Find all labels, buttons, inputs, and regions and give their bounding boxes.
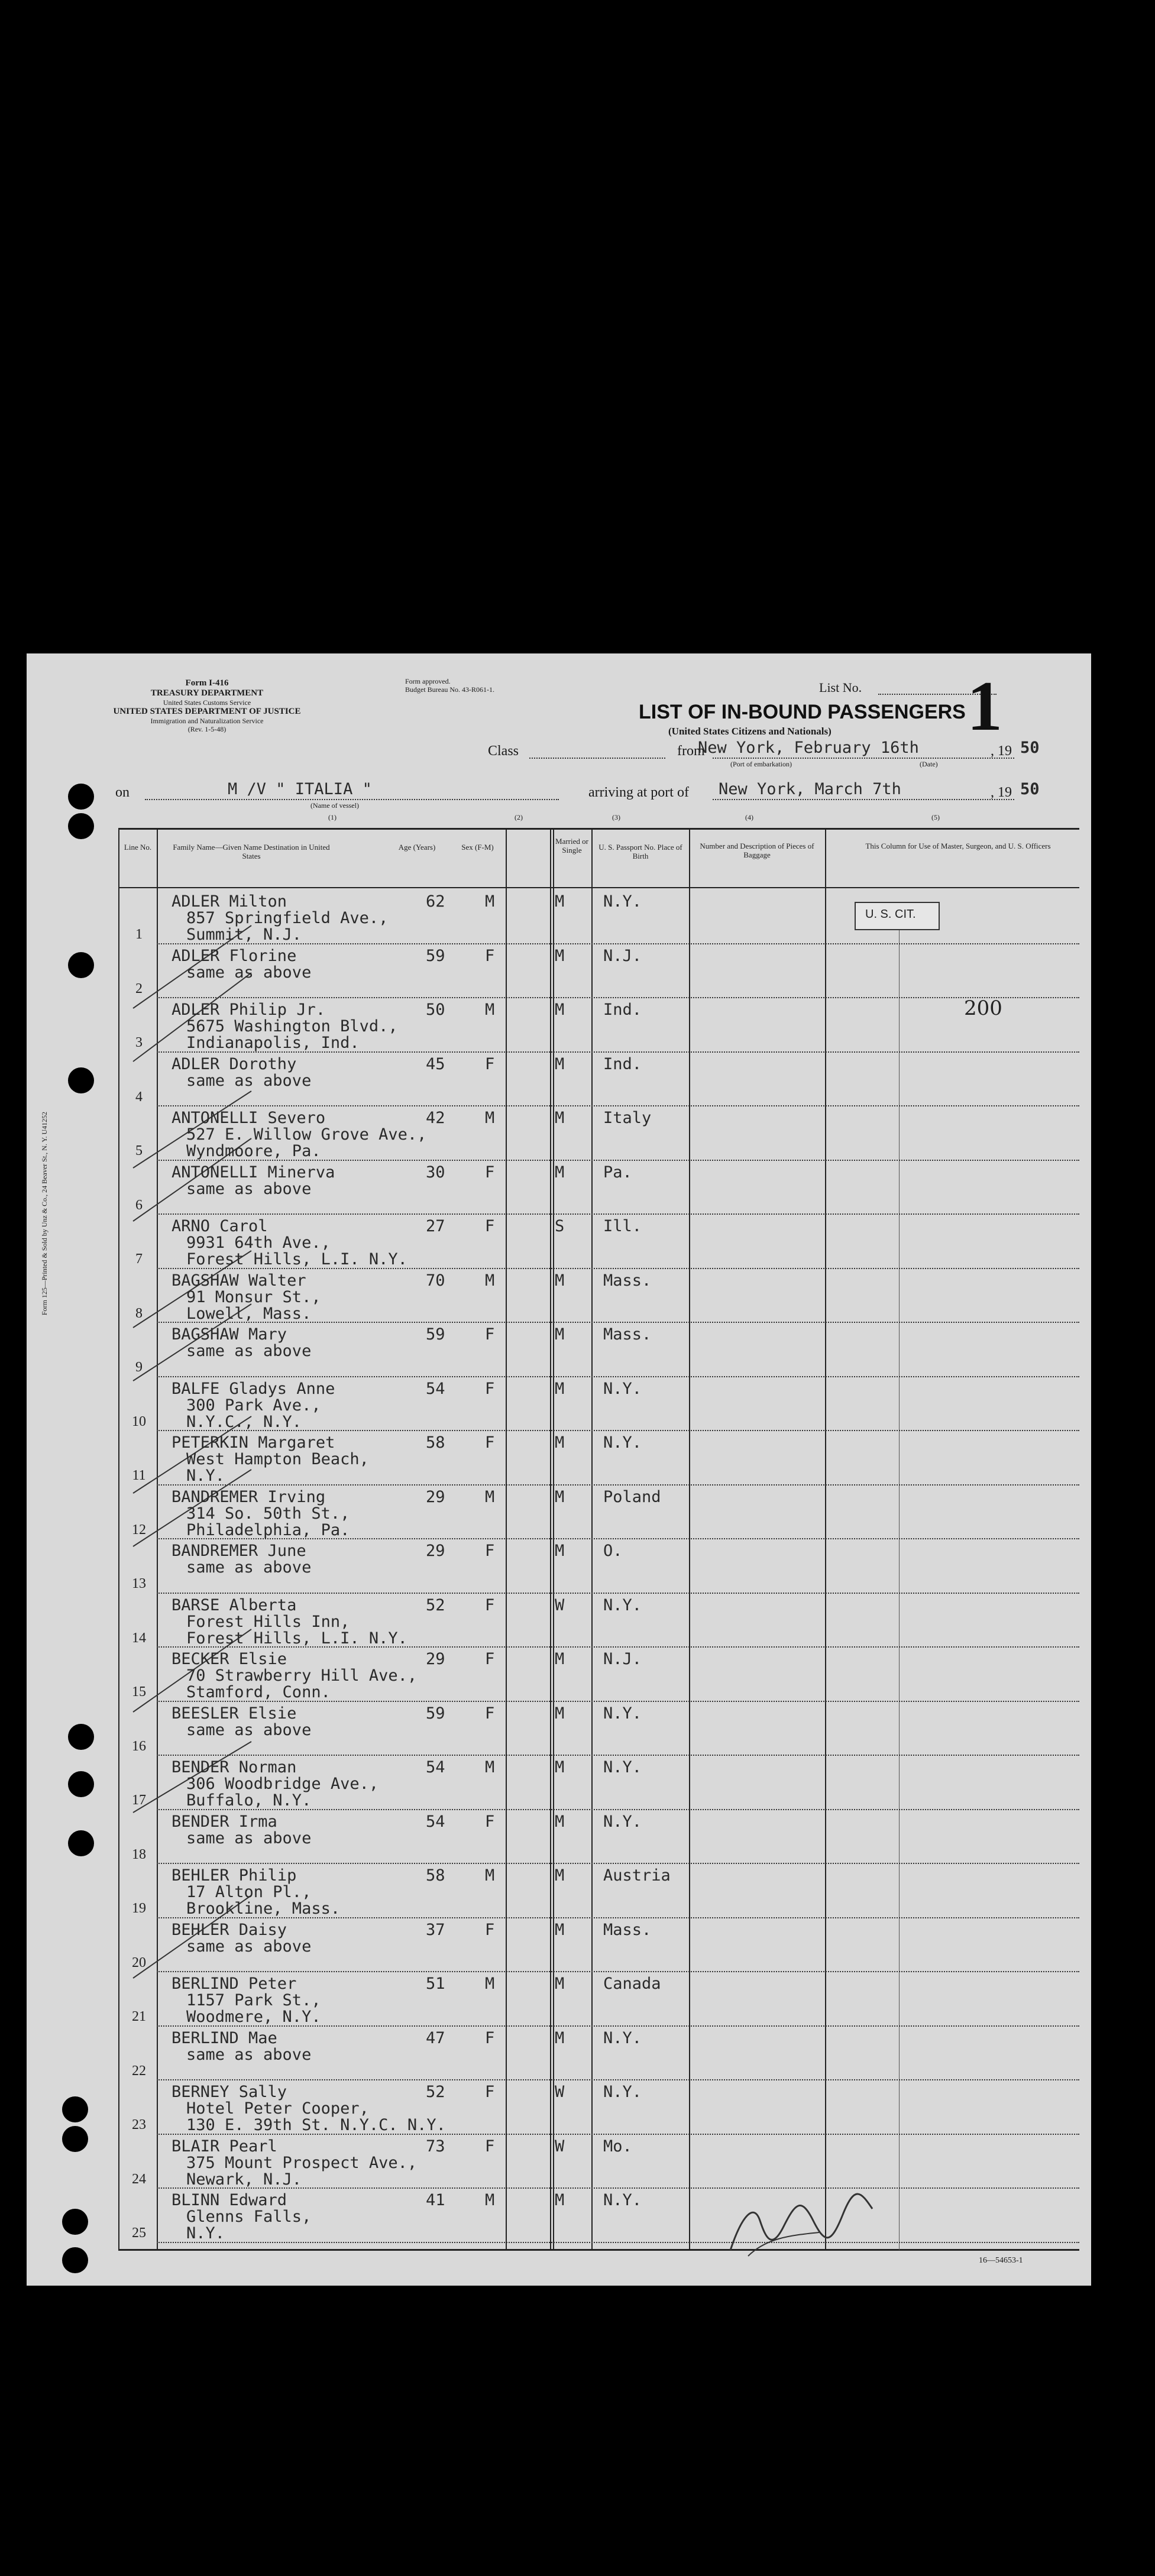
arriving-label: arriving at port of <box>588 785 689 800</box>
passenger-address-line1: same as above <box>186 1829 312 1847</box>
passenger-marital-status: M <box>555 1542 565 1560</box>
date-caption: (Date) <box>920 760 938 768</box>
row-divider <box>157 2025 1079 2027</box>
passenger-marital-status: M <box>555 1975 565 1993</box>
passenger-birthplace: Ill. <box>603 1217 642 1235</box>
passenger-age: 51 <box>426 1975 445 1993</box>
passenger-address-line1: 300 Park Ave., <box>186 1396 321 1415</box>
list-no-value: 1 <box>967 666 1002 745</box>
punch-hole <box>62 2247 88 2273</box>
passenger-address-line1: 857 Springfield Ave., <box>186 909 389 927</box>
year-prefix-2: , 19 <box>991 785 1012 800</box>
passenger-marital-status: M <box>555 1163 565 1182</box>
passenger-age: 29 <box>426 1542 445 1560</box>
list-no-label: List No. <box>819 680 862 695</box>
passenger-name: BAGSHAW Walter <box>172 1271 306 1290</box>
punch-hole <box>62 2126 88 2152</box>
passenger-marital-status: M <box>555 1109 565 1127</box>
passenger-sex: F <box>485 1650 495 1668</box>
officer-inner-line <box>899 908 900 2250</box>
row-number: 24 <box>132 2171 146 2187</box>
passenger-birthplace: Mass. <box>603 1271 652 1290</box>
passenger-sex: M <box>485 1487 495 1506</box>
passenger-marital-status: W <box>555 1596 565 1614</box>
row-number: 20 <box>132 1954 146 1970</box>
passenger-name: ADLER Milton <box>172 892 287 911</box>
passenger-age: 37 <box>426 1920 445 1939</box>
passenger-marital-status: M <box>555 2191 565 2209</box>
passenger-marital-status: M <box>555 1433 565 1452</box>
passenger-sex: F <box>485 1379 495 1398</box>
justice-dept: UNITED STATES DEPARTMENT OF JUSTICE <box>113 707 301 716</box>
passenger-age: 42 <box>426 1109 445 1127</box>
passenger-address-line1: Forest Hills Inn, <box>186 1612 350 1631</box>
passenger-marital-status: W <box>555 2083 565 2101</box>
col-marker-1: (1) <box>328 813 337 821</box>
col-marker-5: (5) <box>931 813 940 821</box>
passenger-address-line2: Stamford, Conn. <box>186 1683 331 1701</box>
passenger-address-line1: 527 E. Willow Grove Ave., <box>186 1125 427 1144</box>
row-divider <box>157 1593 1079 1594</box>
passenger-birthplace: O. <box>603 1542 623 1560</box>
passenger-marital-status: M <box>555 2028 565 2047</box>
passenger-address-line1: 314 So. 50th St., <box>186 1504 350 1523</box>
row-divider <box>157 1376 1079 1377</box>
row-number: 10 <box>132 1413 146 1429</box>
passenger-address-line2: Wyndmoore, Pa. <box>186 1142 321 1160</box>
passenger-address-line2: N.Y.C., N.Y. <box>186 1412 302 1431</box>
col-head-passport: U. S. Passport No. Place of Birth <box>598 843 682 860</box>
passenger-name: BEHLER Daisy <box>172 1920 287 1939</box>
passenger-marital-status: M <box>555 1325 565 1344</box>
row-number: 15 <box>132 1684 146 1700</box>
passenger-birthplace: Mo. <box>603 2137 632 2156</box>
passenger-age: 59 <box>426 946 445 965</box>
passenger-marital-status: M <box>555 1920 565 1939</box>
row-number: 6 <box>135 1197 143 1213</box>
passenger-name: BERNEY Sally <box>172 2083 287 2101</box>
treasury-dept: TREASURY DEPARTMENT <box>150 688 264 698</box>
passenger-address-line1: same as above <box>186 1342 312 1360</box>
passenger-address-line2: Woodmere, N.Y. <box>186 2008 321 2026</box>
form-approved-text: Form approved. <box>405 677 451 685</box>
passenger-age: 58 <box>426 1866 445 1885</box>
passenger-birthplace: N.Y. <box>603 1704 642 1723</box>
row-number: 17 <box>132 1792 146 1808</box>
customs-service: United States Customs Service <box>163 698 251 707</box>
port-embarkation-caption: (Port of embarkation) <box>730 760 792 768</box>
row-divider <box>157 1917 1079 1918</box>
passenger-marital-status: M <box>555 1001 565 1019</box>
passenger-address-line1: same as above <box>186 2045 312 2064</box>
row-divider <box>157 1863 1079 1864</box>
passenger-sex: M <box>485 1001 495 1019</box>
row-number: 4 <box>135 1089 143 1105</box>
passenger-address-line1: same as above <box>186 963 312 982</box>
passenger-address-line2: Indianapolis, Ind. <box>186 1034 360 1052</box>
row-divider <box>157 2134 1079 2135</box>
passenger-sex: M <box>485 1109 495 1127</box>
passenger-sex: F <box>485 946 495 965</box>
passenger-age: 58 <box>426 1433 445 1452</box>
passenger-address-line2: Summit, N.J. <box>186 925 302 944</box>
footer-code: 16—54653-1 <box>979 2256 1023 2265</box>
passenger-address-line1: same as above <box>186 1558 312 1577</box>
passenger-address-line1: same as above <box>186 1937 312 1956</box>
passenger-age: 30 <box>426 1163 445 1182</box>
passenger-address-line1: 9931 64th Ave., <box>186 1234 331 1252</box>
row-number: 23 <box>132 2117 146 2132</box>
passenger-marital-status: M <box>555 1271 565 1290</box>
passenger-name: BLAIR Pearl <box>172 2137 277 2156</box>
passenger-address-line1: Hotel Peter Cooper, <box>186 2099 369 2118</box>
passenger-marital-status: M <box>555 1866 565 1885</box>
passenger-sex: F <box>485 1217 495 1235</box>
col-head-age: Age (Years) <box>398 843 436 852</box>
passenger-birthplace: Italy <box>603 1109 652 1127</box>
passenger-age: 27 <box>426 1217 445 1235</box>
table-header-divider <box>118 887 1079 888</box>
row-number: 7 <box>135 1251 143 1267</box>
row-number: 19 <box>132 1901 146 1916</box>
row-divider <box>157 2079 1079 2080</box>
passenger-birthplace: N.Y. <box>603 2191 642 2209</box>
passenger-address-line1: Glenns Falls, <box>186 2208 312 2226</box>
passenger-marital-status: M <box>555 1650 565 1668</box>
row-divider <box>157 1538 1079 1539</box>
passenger-address-line1: 375 Mount Prospect Ave., <box>186 2153 418 2172</box>
form-revision: (Rev. 1-5-48) <box>187 725 227 733</box>
passenger-sex: M <box>485 1975 495 1993</box>
passenger-name: BERLIND Peter <box>172 1975 297 1993</box>
passenger-address-line2: Newark, N.J. <box>186 2170 302 2189</box>
passenger-address-line2: Buffalo, N.Y. <box>186 1791 312 1810</box>
col-marker-3: (3) <box>612 813 620 821</box>
col-head-baggage: Number and Description of Pieces of Baggage <box>700 842 814 859</box>
passenger-birthplace: N.J. <box>603 946 642 965</box>
passenger-name: BANDREMER June <box>172 1542 306 1560</box>
passenger-birthplace: N.Y. <box>603 892 642 911</box>
page-subtitle: (United States Citizens and Nationals) <box>668 726 832 737</box>
passenger-marital-status: W <box>555 2137 565 2156</box>
side-printer-note: Form 125—Printed & Sold by Unz & Co., 24 Beaver St., N. Y. U41252 <box>40 1111 48 1316</box>
row-divider <box>157 1322 1079 1323</box>
passenger-age: 54 <box>426 1758 445 1776</box>
passenger-sex: F <box>485 1163 495 1182</box>
row-divider <box>157 1430 1079 1431</box>
passenger-address-line1: 91 Monsur St., <box>186 1287 321 1306</box>
row-number: 16 <box>132 1738 146 1754</box>
col-head-line: Line No. <box>124 843 152 852</box>
row-number: 8 <box>135 1305 143 1321</box>
passenger-birthplace: Austria <box>603 1866 671 1885</box>
passenger-age: 54 <box>426 1379 445 1398</box>
form-number: Form I-416 <box>185 678 229 688</box>
passenger-name: BENDER Irma <box>172 1812 277 1831</box>
passenger-marital-status: M <box>555 1487 565 1506</box>
passenger-age: 52 <box>426 2083 445 2101</box>
passenger-name: BALFE Gladys Anne <box>172 1379 335 1398</box>
passenger-name: BANDREMER Irving <box>172 1487 326 1506</box>
passenger-name: ANTONELLI Minerva <box>172 1163 335 1182</box>
manifest-page <box>27 653 1091 2286</box>
page-title: LIST OF IN-BOUND PASSENGERS <box>639 701 966 723</box>
row-number: 14 <box>132 1630 146 1646</box>
passenger-address-line1: same as above <box>186 1720 312 1739</box>
year-prefix-1: , 19 <box>991 743 1012 759</box>
row-divider <box>157 943 1079 944</box>
passenger-address-line1: 306 Woodbridge Ave., <box>186 1775 379 1793</box>
passenger-birthplace: N.Y. <box>603 2083 642 2101</box>
row-number: 21 <box>132 2009 146 2024</box>
row-number: 13 <box>132 1576 146 1591</box>
passenger-address-line1: 17 Alton Pl., <box>186 1883 312 1901</box>
row-number: 1 <box>135 927 143 942</box>
row-divider <box>157 1268 1079 1269</box>
passenger-age: 52 <box>426 1596 445 1614</box>
passenger-age: 59 <box>426 1325 445 1344</box>
passenger-address-line1: same as above <box>186 1071 312 1090</box>
passenger-age: 73 <box>426 2137 445 2156</box>
passenger-address-line2: Philadelphia, Pa. <box>186 1520 350 1539</box>
on-label: on <box>115 785 130 800</box>
table-top-border <box>118 828 1079 830</box>
punch-hole <box>68 1771 94 1797</box>
handwritten-count: 200 <box>964 996 1002 1020</box>
passenger-marital-status: S <box>555 1217 565 1235</box>
col-head-name: Family Name—Given Name Destination in United States <box>173 843 330 860</box>
form-approval <box>405 677 494 694</box>
col-marker-2: (2) <box>515 813 523 821</box>
ins-service: Immigration and Naturalization Service <box>150 717 264 725</box>
passenger-name: ADLER Philip Jr. <box>172 1001 326 1019</box>
vessel-line <box>145 799 559 800</box>
row-divider <box>157 1051 1079 1053</box>
col-marker-4: (4) <box>745 813 753 821</box>
row-divider <box>157 1809 1079 1810</box>
passenger-birthplace: N.Y. <box>603 1379 642 1398</box>
row-divider <box>157 1701 1079 1702</box>
passenger-birthplace: Canada <box>603 1975 661 1993</box>
col-head-sex: Sex (F-M) <box>461 843 494 852</box>
passenger-name: PETERKIN Margaret <box>172 1433 335 1452</box>
passenger-sex: M <box>485 1866 495 1885</box>
passenger-age: 62 <box>426 892 445 911</box>
col-line <box>118 828 119 2250</box>
passenger-birthplace: N.Y. <box>603 1596 642 1614</box>
row-number: 22 <box>132 2063 146 2079</box>
passenger-name: ARNO Carol <box>172 1217 268 1235</box>
row-number: 2 <box>135 980 143 996</box>
passenger-marital-status: M <box>555 946 565 965</box>
passenger-sex: F <box>485 1433 495 1452</box>
passenger-birthplace: N.J. <box>603 1650 642 1668</box>
passenger-name: BENDER Norman <box>172 1758 297 1776</box>
row-divider <box>157 2187 1079 2189</box>
passenger-address-line1: West Hampton Beach, <box>186 1450 369 1468</box>
passenger-address-line1: 1157 Park St., <box>186 1991 321 2009</box>
passenger-sex: F <box>485 1325 495 1344</box>
passenger-birthplace: Poland <box>603 1487 661 1506</box>
passenger-sex: M <box>485 2191 495 2209</box>
passenger-sex: M <box>485 1271 495 1290</box>
passenger-sex: F <box>485 2083 495 2101</box>
punch-hole <box>68 813 94 839</box>
passenger-address-line2: Lowell, Mass. <box>186 1304 312 1323</box>
punch-hole <box>62 2209 88 2235</box>
passenger-birthplace: N.Y. <box>603 1812 642 1831</box>
passenger-sex: F <box>485 2137 495 2156</box>
class-line <box>529 758 665 759</box>
passenger-marital-status: M <box>555 1704 565 1723</box>
passenger-name: ADLER Florine <box>172 946 297 965</box>
passenger-sex: F <box>485 1054 495 1073</box>
row-number: 18 <box>132 1846 146 1862</box>
passenger-address-line1: same as above <box>186 1179 312 1198</box>
row-divider <box>157 1755 1079 1756</box>
passenger-sex: M <box>485 1758 495 1776</box>
us-citizen-stamp-text: U. S. CIT. <box>865 908 916 921</box>
passenger-age: 54 <box>426 1812 445 1831</box>
passenger-age: 47 <box>426 2028 445 2047</box>
passenger-age: 41 <box>426 2191 445 2209</box>
punch-hole <box>68 784 94 810</box>
passenger-name: BECKER Elsie <box>172 1650 287 1668</box>
passenger-sex: F <box>485 1812 495 1831</box>
from-port-date: New York, February 16th <box>698 739 919 757</box>
row-number: 3 <box>135 1035 143 1050</box>
passenger-sex: F <box>485 2028 495 2047</box>
row-number: 12 <box>132 1522 146 1538</box>
row-divider <box>157 997 1079 998</box>
passenger-marital-status: M <box>555 892 565 911</box>
punch-hole <box>68 952 94 978</box>
row-divider <box>157 2242 1079 2243</box>
row-divider <box>157 1160 1079 1161</box>
passenger-name: ADLER Dorothy <box>172 1054 297 1073</box>
passenger-birthplace: Pa. <box>603 1163 632 1182</box>
year-value-2: 50 <box>1020 780 1040 798</box>
passenger-marital-status: M <box>555 1379 565 1398</box>
form-agency-block <box>109 678 305 733</box>
passenger-birthplace: N.Y. <box>603 1758 642 1776</box>
class-label: Class <box>488 743 519 759</box>
passenger-age: 50 <box>426 1001 445 1019</box>
passenger-sex: F <box>485 1596 495 1614</box>
punch-hole <box>62 2096 88 2122</box>
passenger-address-line2: Forest Hills, L.I. N.Y. <box>186 1250 407 1268</box>
passenger-sex: M <box>485 892 495 911</box>
vessel-name: M /V " ITALIA " <box>228 780 372 798</box>
passenger-address-line1: 5675 Washington Blvd., <box>186 1017 398 1035</box>
passenger-birthplace: N.Y. <box>603 1433 642 1452</box>
passenger-birthplace: N.Y. <box>603 2028 642 2047</box>
passenger-address-line1: 70 Strawberry Hill Ave., <box>186 1666 418 1685</box>
passenger-name: BARSE Alberta <box>172 1596 297 1614</box>
passenger-birthplace: Ind. <box>603 1054 642 1073</box>
passenger-age: 29 <box>426 1487 445 1506</box>
arriving-line <box>713 799 1014 800</box>
passenger-birthplace: Mass. <box>603 1920 652 1939</box>
passenger-name: BLINN Edward <box>172 2191 287 2209</box>
passenger-name: BEESLER Elsie <box>172 1704 297 1723</box>
punch-hole <box>68 1724 94 1750</box>
passenger-age: 59 <box>426 1704 445 1723</box>
passenger-age: 45 <box>426 1054 445 1073</box>
row-divider <box>157 1646 1079 1648</box>
row-divider <box>157 1105 1079 1106</box>
passenger-birthplace: Ind. <box>603 1001 642 1019</box>
row-number: 9 <box>135 1360 143 1375</box>
row-divider <box>157 1484 1079 1486</box>
col-head-married: Married or Single <box>555 837 588 855</box>
passenger-address-line2: N.Y. <box>186 1467 225 1485</box>
passenger-marital-status: M <box>555 1054 565 1073</box>
passenger-address-line2: 130 E. 39th St. N.Y.C. N.Y. <box>186 2116 446 2134</box>
passenger-name: BAGSHAW Mary <box>172 1325 287 1344</box>
passenger-name: ANTONELLI Severo <box>172 1109 326 1127</box>
vessel-caption: (Name of vessel) <box>310 801 359 810</box>
budget-bureau-text: Budget Bureau No. 43-R061-1. <box>405 685 494 694</box>
punch-hole <box>68 1830 94 1856</box>
handwritten-signature <box>724 2179 878 2262</box>
row-divider <box>157 1213 1079 1215</box>
row-number: 5 <box>135 1143 143 1158</box>
passenger-birthplace: Mass. <box>603 1325 652 1344</box>
row-divider <box>157 1971 1079 1972</box>
col-head-officers: This Column for Use of Master, Surgeon, and U. S. Officers <box>865 842 1051 850</box>
passenger-age: 29 <box>426 1650 445 1668</box>
passenger-sex: F <box>485 1920 495 1939</box>
row-number: 25 <box>132 2225 146 2241</box>
passenger-sex: F <box>485 1704 495 1723</box>
passenger-address-line2: Brookline, Mass. <box>186 1899 341 1918</box>
passenger-sex: F <box>485 1542 495 1560</box>
from-label: from <box>677 743 705 759</box>
row-number: 11 <box>132 1468 146 1483</box>
arriving-port-date: New York, March 7th <box>719 780 901 798</box>
passenger-marital-status: M <box>555 1758 565 1776</box>
passenger-marital-status: M <box>555 1812 565 1831</box>
passenger-address-line2: Forest Hills, L.I. N.Y. <box>186 1629 407 1648</box>
passenger-name: BERLIND Mae <box>172 2028 277 2047</box>
from-line <box>713 758 1014 759</box>
passenger-name: BEHLER Philip <box>172 1866 297 1885</box>
passenger-address-line2: N.Y. <box>186 2224 225 2242</box>
punch-hole <box>68 1067 94 1093</box>
year-value-1: 50 <box>1020 739 1040 757</box>
passenger-age: 70 <box>426 1271 445 1290</box>
